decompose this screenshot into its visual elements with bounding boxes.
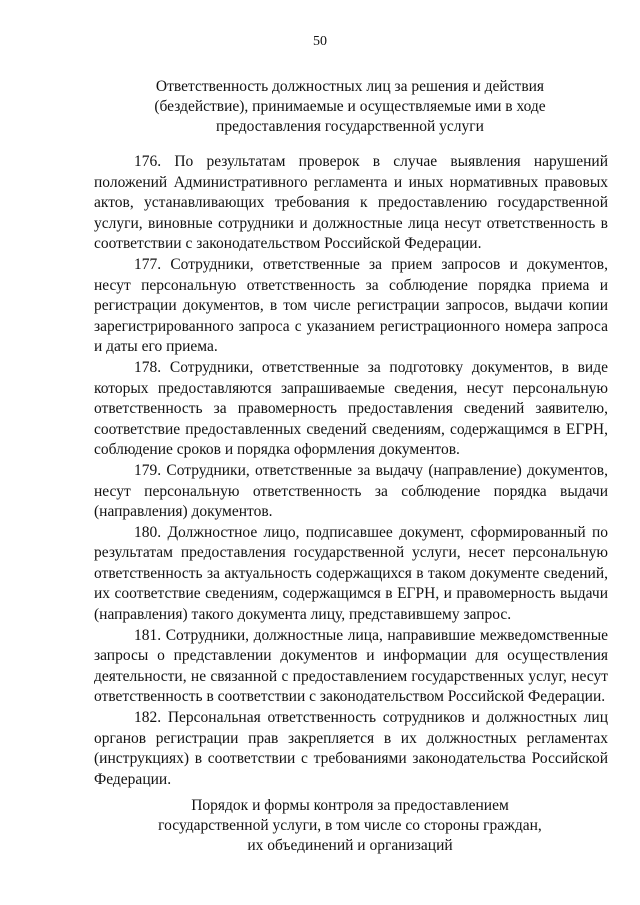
paragraph-number: 178. [134,358,162,376]
body-text [94,152,608,790]
paragraph-178 [94,358,608,461]
paragraph-number: 176. [134,153,162,170]
paragraph-182 [94,708,608,790]
paragraph-text: Сотрудники, ответственные за выдачу (направление) документов, несут персональную ответственность за соблюдение порядка выдачи (направления) документов. [94,461,608,521]
paragraph-number: 177. [134,255,162,273]
page-number: 50 [313,34,327,49]
paragraph-number: 179. [134,461,162,479]
paragraph-180 [94,523,608,626]
paragraph-number: 182. [134,709,162,727]
section-heading-control [110,796,590,856]
paragraph-176 [94,152,608,255]
paragraph-number: 180. [134,523,162,541]
paragraph-177 [94,255,608,358]
paragraph-181 [94,626,608,708]
heading-line: их объединений и организаций [247,837,453,854]
paragraph-text: Сотрудники, должностные лица, направившие межведомственные запросы о представлении документов и информации для осуществления деятельности, не связанной с предоставлением государственных услуг, несут ответственность в соответствии с законодательством Российской Федерации. [94,626,608,706]
paragraph-text: По результатам проверок в случае выявления нарушений положений Административного регламента и иных нормативных правовых актов, устанавливающих требования к предоставлению государственной услуги, виновные сотрудники и должностные лица несут ответственность в соответствии с законодательством Российской Федерации. [94,153,608,253]
paragraph-text: Должностное лицо, подписавшее документ, сформированный по результатам предоставления государственной услуги, несет персональную ответственность за актуальность содержащихся в таком документе сведений, их соответствие сведениям, содержащимся в ЕГРН, и правомерность выдачи (направления) такого документа лицу, представившему запрос. [94,523,608,624]
paragraph-text: Сотрудники, ответственные за прием запросов и документов, несут персональную ответственность за соблюдение порядка приема и регистрации документов, в том числе регистрации запросов, выдачи копии зарегистрированного запроса с указанием регистрационного номера запроса и даты его приема. [94,255,609,356]
paragraph-text: Сотрудники, ответственные за подготовку документов, в виде которых предоставляются запрашиваемые сведения, несут персональную ответственность за правомерность предоставления сведений заявителю, соответствие предоставленных сведений сведениям, содержащимся в ЕГРН, соблюдение сроков и порядка оформления документов. [94,358,608,459]
paragraph-number: 181. [134,626,162,644]
heading-line: (бездействие), принимаемые и осуществляемые ими в ходе [154,98,546,115]
paragraph-179 [94,461,608,523]
heading-line: государственной услуги, в том числе со стороны граждан, [158,817,542,834]
heading-line: предоставления государственной услуги [216,118,484,135]
paragraph-text: Персональная ответственность сотрудников и должностных лиц органов регистрации прав закрепляется в их должностных регламентах (инструкциях) в соответствии с требованиями законодательства Российской Федерации. [94,709,608,788]
heading-line: Порядок и формы контроля за предоставлением [191,797,509,814]
heading-line: Ответственность должностных лиц за решения и действия [155,78,545,95]
section-heading-responsibility [110,77,590,137]
